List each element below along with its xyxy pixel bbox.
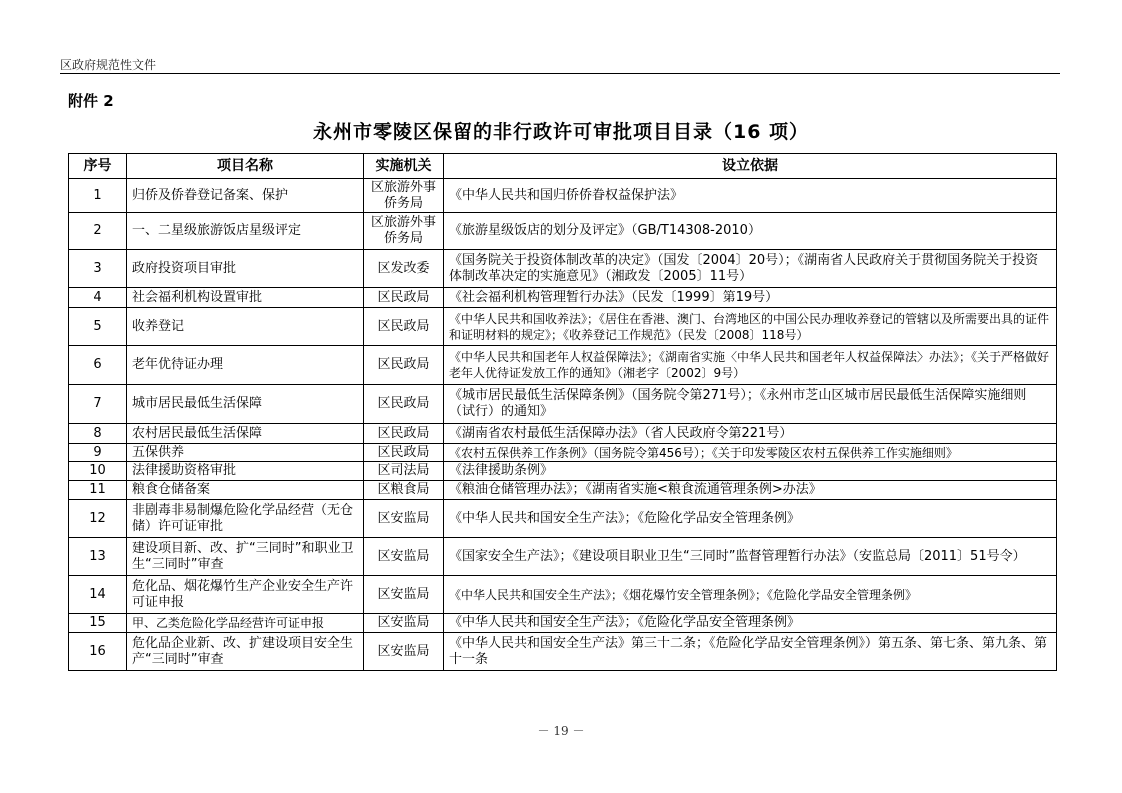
table-row bbox=[69, 481, 1057, 500]
column-header-name: 项目名称 bbox=[127, 154, 364, 179]
table-header-row bbox=[69, 154, 1057, 179]
row-seq: 1 bbox=[69, 179, 127, 213]
row-seq: 14 bbox=[69, 576, 127, 614]
row-basis: 《中华人民共和国归侨侨眷权益保护法》 bbox=[444, 179, 1057, 213]
row-seq: 4 bbox=[69, 288, 127, 308]
row-name: 一、二星级旅游饭店星级评定 bbox=[127, 213, 364, 250]
row-agency: 区安监局 bbox=[364, 633, 444, 671]
table-row bbox=[69, 385, 1057, 424]
row-agency: 区发改委 bbox=[364, 250, 444, 288]
table-row bbox=[69, 633, 1057, 671]
row-seq: 3 bbox=[69, 250, 127, 288]
row-name: 农村居民最低生活保障 bbox=[127, 424, 364, 444]
row-agency: 区司法局 bbox=[364, 462, 444, 481]
row-name: 危化品、烟花爆竹生产企业安全生产许可证申报 bbox=[127, 576, 364, 614]
table-row bbox=[69, 179, 1057, 213]
column-header-agency: 实施机关 bbox=[364, 154, 444, 179]
row-agency: 区民政局 bbox=[364, 308, 444, 346]
row-agency: 区安监局 bbox=[364, 576, 444, 614]
row-basis: 《湖南省农村最低生活保障办法》（省人民政府令第221号） bbox=[444, 424, 1057, 444]
row-seq: 11 bbox=[69, 481, 127, 500]
row-seq: 15 bbox=[69, 614, 127, 633]
catalog-table bbox=[68, 153, 1057, 671]
row-seq: 5 bbox=[69, 308, 127, 346]
table-row bbox=[69, 308, 1057, 346]
row-basis: 《粮油仓储管理办法》；《湖南省实施<粮食流通管理条例>办法》 bbox=[444, 481, 1057, 500]
row-name: 归侨及侨眷登记备案、保护 bbox=[127, 179, 364, 213]
column-header-seq: 序号 bbox=[69, 154, 127, 179]
row-name: 政府投资项目审批 bbox=[127, 250, 364, 288]
row-agency: 区安监局 bbox=[364, 614, 444, 633]
page-title: 永州市零陵区保留的非行政许可审批项目目录（16 项） bbox=[312, 121, 810, 143]
row-name: 五保供养 bbox=[127, 444, 364, 462]
row-seq: 16 bbox=[69, 633, 127, 671]
row-seq: 2 bbox=[69, 213, 127, 250]
row-name: 收养登记 bbox=[127, 308, 364, 346]
table-row bbox=[69, 250, 1057, 288]
table-row bbox=[69, 614, 1057, 633]
table-row bbox=[69, 462, 1057, 481]
row-basis: 《中华人民共和国安全生产法》第三十二条；《危险化学品安全管理条例》）第五条、第七条、第九条、第十一条 bbox=[444, 633, 1057, 671]
row-name: 法律援助资格审批 bbox=[127, 462, 364, 481]
row-basis: 《国家安全生产法》；《建设项目职业卫生“三同时”监督管理暂行办法》（安监总局〔2011〕51号令） bbox=[444, 538, 1057, 576]
row-basis: 《中华人民共和国安全生产法》；《危险化学品安全管理条例》 bbox=[444, 614, 1057, 633]
row-name: 危化品企业新、改、扩建设项目安全生产“三同时”审查 bbox=[127, 633, 364, 671]
header-label: 区政府规范性文件 bbox=[60, 58, 157, 72]
row-basis: 《中华人民共和国安全生产法》；《烟花爆竹安全管理条例》；《危险化学品安全管理条例》 bbox=[444, 576, 1057, 614]
row-basis: 《农村五保供养工作条例》（国务院令第456号）；《关于印发零陵区农村五保供养工作实施细则》 bbox=[444, 444, 1057, 462]
row-basis: 《城市居民最低生活保障条例》（国务院令第271号）；《永州市芝山区城市居民最低生活保障实施细则（试行）的通知》 bbox=[444, 385, 1057, 424]
row-agency: 区旅游外事侨务局 bbox=[364, 179, 444, 213]
page-number: － 19 － bbox=[537, 724, 585, 738]
row-agency: 区旅游外事侨务局 bbox=[364, 213, 444, 250]
row-name: 城市居民最低生活保障 bbox=[127, 385, 364, 424]
table-row bbox=[69, 538, 1057, 576]
row-basis: 《旅游星级饭店的划分及评定》（GB/T14308-2010） bbox=[444, 213, 1057, 250]
header-rule bbox=[60, 73, 1060, 74]
row-agency: 区民政局 bbox=[364, 288, 444, 308]
row-basis: 《中华人民共和国安全生产法》；《危险化学品安全管理条例》 bbox=[444, 500, 1057, 538]
row-agency: 区民政局 bbox=[364, 385, 444, 424]
row-name: 社会福利机构设置审批 bbox=[127, 288, 364, 308]
column-header-basis: 设立依据 bbox=[444, 154, 1057, 179]
attachment-label: 附件 2 bbox=[68, 92, 114, 110]
row-seq: 7 bbox=[69, 385, 127, 424]
row-agency: 区安监局 bbox=[364, 538, 444, 576]
row-basis: 《法律援助条例》 bbox=[444, 462, 1057, 481]
row-seq: 6 bbox=[69, 346, 127, 385]
row-seq: 8 bbox=[69, 424, 127, 444]
table-row bbox=[69, 444, 1057, 462]
row-agency: 区民政局 bbox=[364, 424, 444, 444]
row-name: 非剧毒非易制爆危险化学品经营（无仓储）许可证审批 bbox=[127, 500, 364, 538]
table-row bbox=[69, 346, 1057, 385]
table-row bbox=[69, 500, 1057, 538]
row-seq: 10 bbox=[69, 462, 127, 481]
row-agency: 区民政局 bbox=[364, 444, 444, 462]
row-name: 粮食仓储备案 bbox=[127, 481, 364, 500]
row-basis: 《社会福利机构管理暂行办法》（民发〔1999〕第19号） bbox=[444, 288, 1057, 308]
row-seq: 12 bbox=[69, 500, 127, 538]
row-agency: 区安监局 bbox=[364, 500, 444, 538]
table-row bbox=[69, 213, 1057, 250]
row-name: 老年优待证办理 bbox=[127, 346, 364, 385]
row-basis: 《中华人民共和国老年人权益保障法》；《湖南省实施〈中华人民共和国老年人权益保障法〉办法》；《关于严格做好老年人优待证发放工作的通知》（湘老字〔2002〕9号） bbox=[444, 346, 1057, 385]
row-agency: 区粮食局 bbox=[364, 481, 444, 500]
row-name: 甲、乙类危险化学品经营许可证申报 bbox=[127, 614, 364, 633]
row-basis: 《中华人民共和国收养法》；《居住在香港、澳门、台湾地区的中国公民办理收养登记的管辖以及所需要出具的证件和证明材料的规定》；《收养登记工作规范》（民发〔2008〕118号） bbox=[444, 308, 1057, 346]
table-row bbox=[69, 424, 1057, 444]
row-agency: 区民政局 bbox=[364, 346, 444, 385]
row-name: 建设项目新、改、扩“三同时”和职业卫生“三同时”审查 bbox=[127, 538, 364, 576]
table-row bbox=[69, 288, 1057, 308]
row-seq: 13 bbox=[69, 538, 127, 576]
row-seq: 9 bbox=[69, 444, 127, 462]
table-row bbox=[69, 576, 1057, 614]
row-basis: 《国务院关于投资体制改革的决定》（国发〔2004〕20号）；《湖南省人民政府关于贯彻国务院关于投资体制改革决定的实施意见》（湘政发〔2005〕11号） bbox=[444, 250, 1057, 288]
